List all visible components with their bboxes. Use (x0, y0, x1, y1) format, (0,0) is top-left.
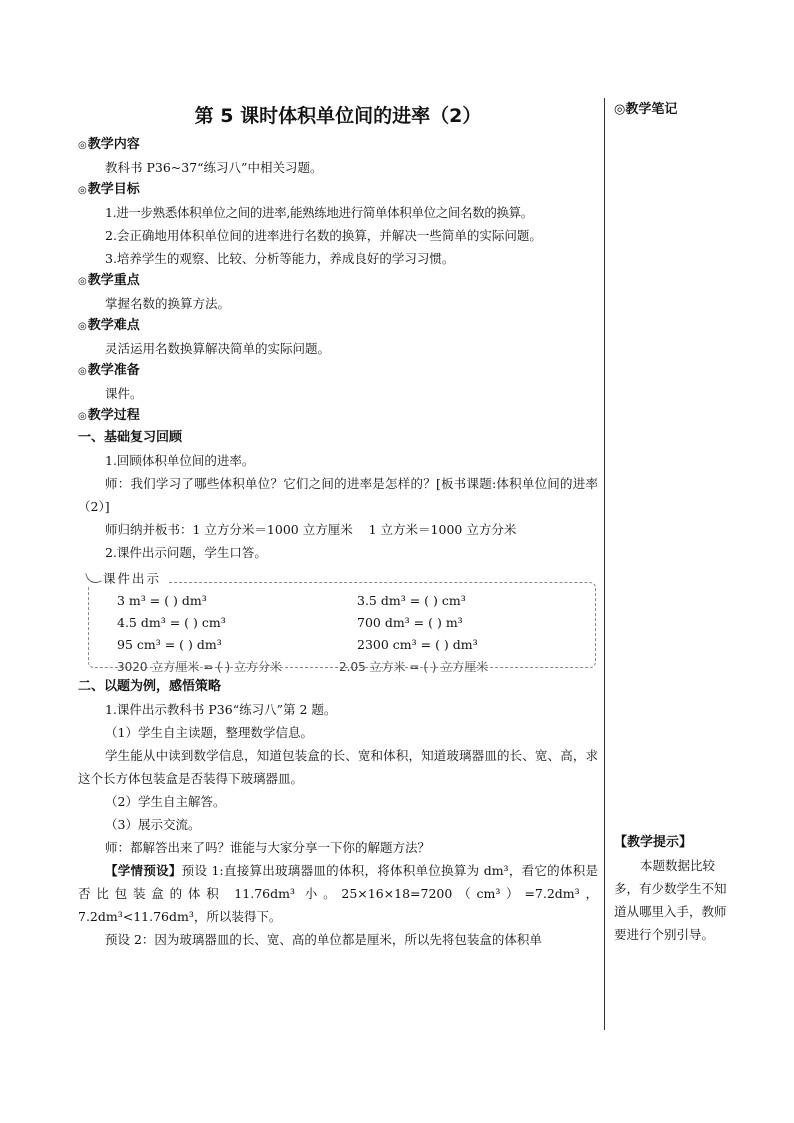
goal-item: 3.培养学生的观察、比较、分析等能力，养成良好的学习习惯。 (105, 251, 455, 266)
exercise-item: 2.05 立方米 = ( ) 立方厘米 (339, 660, 489, 674)
paragraph: 师：我们学习了哪些体积单位？它们之间的进率是怎样的？[板书课题:体积单位间的进率（2）] (78, 476, 598, 514)
paragraph: 1.回顾体积单位间的进率。 (105, 453, 255, 468)
exercise-item: 4.5 dm³ = ( ) cm³ (117, 615, 226, 630)
goal-item: 2.会正确地用体积单位间的进率进行名数的换算，并解决一些简单的实际问题。 (105, 228, 542, 243)
courseware-label: 课件出示 (85, 569, 167, 587)
section-marker-icon: ◎ (78, 140, 87, 151)
paragraph: （3）展示交流。 (105, 817, 201, 832)
section-marker-icon: ◎ (78, 366, 87, 377)
exercise-item: 3020 立方厘米 = ( ) 立方分米 (117, 660, 283, 674)
notes-sidebar (614, 98, 730, 942)
paragraph: 学生能从中读到数学信息，知道包装盒的长、宽和体积，知道玻璃器皿的长、宽、高，求这个长方体包装盒是否装得下玻璃器皿。 (78, 748, 598, 786)
exercise-item: 95 cm³ = ( ) dm³ (117, 637, 222, 652)
section-marker-icon: ◎ (78, 411, 87, 422)
paragraph: 1.课件出示教科书 P36“练习八”第 2 题。 (105, 702, 337, 717)
lesson-plan-main (78, 98, 598, 951)
content-text: 教科书 P36~37“练习八”中相关习题。 (105, 160, 323, 175)
notes-title: ◎教学笔记 (614, 102, 678, 117)
paragraph: 预设 2：因为玻璃器皿的长、宽、高的单位都是厘米，所以先将包装盒的体积单 (105, 932, 542, 947)
paragraph-preset: 【学情预设】预设 1:直接算出玻璃器皿的体积，将体积单位换算为 dm³，看它的体积是否比包装盒的体积 11.76dm³ 小。25×16×18=7200（cm³）=7.2dm³，7.2dm³<11.76dm³，所以装得下。 (78, 863, 598, 924)
key-text: 掌握名数的换算方法。 (105, 296, 231, 311)
section-heading-process: ◎教学过程 (78, 408, 140, 423)
exercise-item: 3.5 dm³ = ( ) cm³ (357, 593, 466, 608)
tag-curl-icon (85, 569, 102, 586)
part2-heading: 二、以题为例，感悟策略 (78, 679, 222, 694)
section-marker-icon: ◎ (78, 276, 87, 287)
section-heading-goals: ◎教学目标 (78, 182, 140, 197)
section-marker-icon: ◎ (78, 321, 87, 332)
section-heading-difficulty: ◎教学难点 (78, 318, 140, 333)
section-heading-content: ◎教学内容 (78, 137, 140, 152)
page-title: 第 5 课时体积单位间的进率（2） (194, 105, 482, 127)
part1-heading: 一、基础复习回顾 (78, 430, 183, 445)
prep-text: 课件。 (105, 386, 143, 401)
exercise-item: 700 dm³ = ( ) m³ (357, 615, 463, 630)
section-marker-icon: ◎ (78, 185, 87, 196)
section-heading-prep: ◎教学准备 (78, 363, 140, 378)
exercise-item: 2300 cm³ = ( ) dm³ (357, 637, 478, 652)
goal-item: 1.进一步熟悉体积单位之间的进率,能熟练地进行简单体积单位之间名数的换算。 (105, 205, 533, 220)
courseware-box (88, 571, 596, 674)
hint-title: 【教学提示】 (614, 835, 693, 850)
exercise-item: 3 m³ = ( ) dm³ (117, 593, 207, 608)
hint-text: 本题数据比较多，有少数学生不知道从哪里入手，教师要进行个别引导。 (614, 858, 727, 942)
paragraph: （2）学生自主解答。 (105, 794, 226, 809)
preset-tag: 【学情预设】 (105, 863, 182, 878)
paragraph: （1）学生自主读题，整理数学信息。 (105, 725, 313, 740)
column-divider (604, 98, 605, 1030)
paragraph: 2.课件出示问题，学生口答。 (105, 545, 267, 560)
difficulty-text: 灵活运用名数换算解决简单的实际问题。 (105, 341, 331, 356)
section-heading-key: ◎教学重点 (78, 273, 140, 288)
paragraph: 师：都解答出来了吗？谁能与大家分享一下你的解题方法？ (105, 840, 431, 855)
paragraph: 师归纳并板书：1 立方分米＝1000 立方厘米 1 立方米＝1000 立方分米 (105, 522, 517, 537)
